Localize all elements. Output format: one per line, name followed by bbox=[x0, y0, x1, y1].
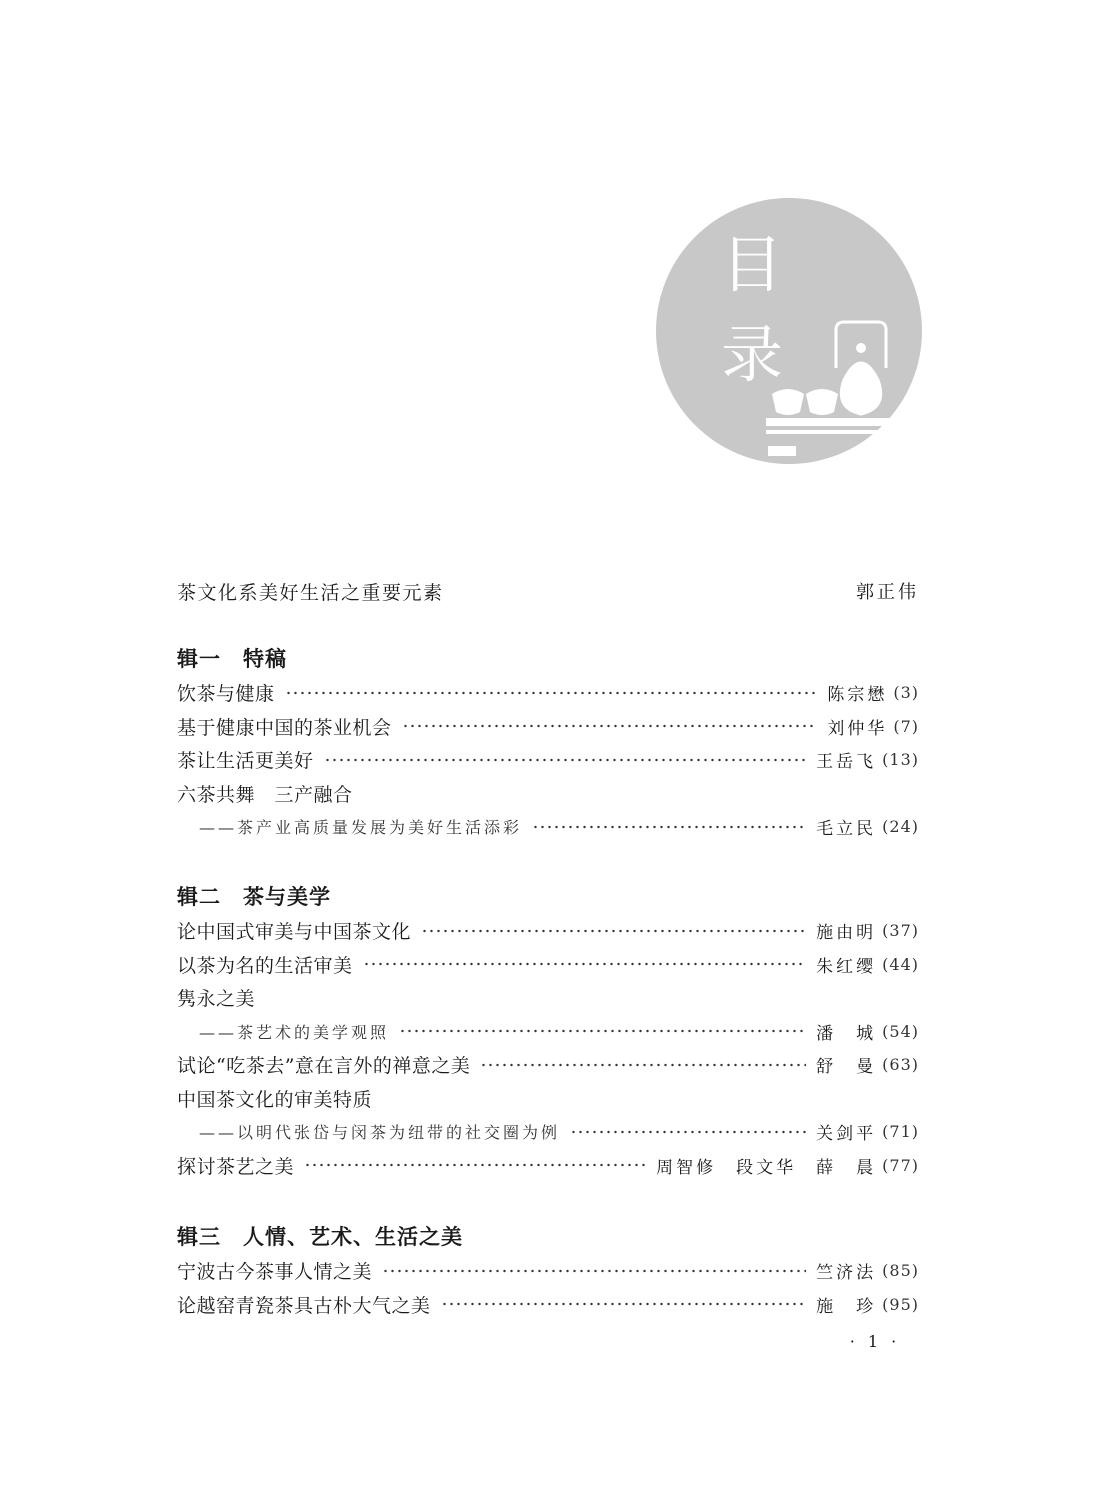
section-heading: 辑一 特稿 bbox=[177, 647, 287, 671]
page-number: · 1 · bbox=[849, 1332, 901, 1351]
toc-entry[interactable] bbox=[177, 710, 919, 744]
toc-emblem bbox=[656, 198, 922, 464]
dot-leader bbox=[324, 753, 807, 767]
dot-leader bbox=[532, 820, 806, 834]
dot-leader bbox=[304, 1158, 646, 1172]
entry-title: 论越窑青瓷茶具古朴大气之美 bbox=[177, 1294, 431, 1317]
dot-leader bbox=[402, 719, 818, 733]
entry-page: (13) bbox=[882, 750, 919, 770]
entry-page: (7) bbox=[893, 716, 919, 736]
preface-title: 茶文化系美好生活之重要元素 bbox=[177, 582, 444, 604]
entry-author: 关剑平 bbox=[816, 1124, 877, 1145]
entry-author: 竺济法 bbox=[816, 1263, 877, 1284]
toc-entry[interactable] bbox=[177, 743, 919, 777]
dot-leader bbox=[441, 1297, 807, 1311]
toc-section bbox=[177, 642, 919, 844]
entry-page: (37) bbox=[882, 921, 919, 941]
entry-title: 试论“吃茶去”意在言外的禅意之美 bbox=[177, 1055, 471, 1078]
entry-page: (3) bbox=[893, 683, 919, 703]
toc-entry[interactable] bbox=[177, 676, 919, 710]
entry-page: (71) bbox=[882, 1122, 919, 1142]
entry-title: 六茶共舞 三产融合 bbox=[177, 783, 353, 806]
toc-entry-subtitle[interactable] bbox=[177, 1015, 919, 1049]
entry-title: 宁波古今茶事人情之美 bbox=[177, 1261, 373, 1284]
dot-leader bbox=[480, 1058, 806, 1072]
entry-author: 施由明 bbox=[816, 923, 877, 944]
entry-author: 周智修 段文华 薛 晨 bbox=[656, 1157, 877, 1178]
toc-entry bbox=[177, 777, 919, 811]
entry-page: (63) bbox=[882, 1055, 919, 1075]
entry-page: (85) bbox=[882, 1261, 919, 1281]
entry-author: 刘仲华 bbox=[827, 718, 888, 739]
entry-author: 陈宗懋 bbox=[827, 685, 888, 706]
entry-title: 论中国式审美与中国茶文化 bbox=[177, 921, 412, 944]
toc-section bbox=[177, 880, 919, 1182]
entry-page: (95) bbox=[882, 1294, 919, 1314]
dot-leader bbox=[382, 1264, 806, 1278]
entry-title: 隽永之美 bbox=[177, 988, 256, 1011]
entry-title: 茶让生活更美好 bbox=[177, 750, 314, 773]
entry-title: 基于健康中国的茶业机会 bbox=[177, 716, 392, 739]
entry-title: 探讨茶艺之美 bbox=[177, 1155, 295, 1178]
entry-title: 中国茶文化的审美特质 bbox=[177, 1088, 373, 1111]
dot-leader bbox=[399, 1024, 806, 1038]
toc-entry[interactable] bbox=[177, 1288, 919, 1322]
emblem-char-mu: 目 bbox=[721, 228, 784, 301]
entry-author: 施 珍 bbox=[816, 1296, 877, 1317]
preface-author: 郭正伟 bbox=[856, 582, 919, 603]
entry-title: 饮茶与健康 bbox=[177, 683, 275, 706]
toc-entry[interactable] bbox=[177, 948, 919, 982]
entry-page: (77) bbox=[882, 1155, 919, 1175]
section-heading: 辑二 茶与美学 bbox=[177, 885, 331, 909]
entry-author: 毛立民 bbox=[816, 819, 877, 840]
entry-title: ——茶产业高质量发展为美好生活添彩 bbox=[199, 818, 523, 838]
toc-entry-subtitle[interactable] bbox=[177, 1115, 919, 1149]
dot-leader bbox=[570, 1125, 806, 1139]
emblem-char-lu: 录 bbox=[721, 318, 784, 391]
entry-title: ——茶艺术的美学观照 bbox=[199, 1022, 390, 1042]
section-heading: 辑三 人情、艺术、生活之美 bbox=[177, 1225, 463, 1249]
toc-entry bbox=[177, 1082, 919, 1116]
entry-author: 舒 曼 bbox=[816, 1057, 877, 1078]
entry-page: (24) bbox=[882, 817, 919, 837]
entry-page: (54) bbox=[882, 1021, 919, 1041]
entry-page: (44) bbox=[882, 954, 919, 974]
entry-author: 朱红缨 bbox=[816, 956, 877, 977]
entry-title: ——以明代张岱与闵茶为纽带的社交圈为例 bbox=[199, 1123, 561, 1143]
entry-author: 王岳飞 bbox=[816, 752, 877, 773]
toc-entry-subtitle[interactable] bbox=[177, 810, 919, 844]
toc-section bbox=[177, 1220, 919, 1321]
dot-leader bbox=[285, 686, 818, 700]
entry-title: 以茶为名的生活审美 bbox=[177, 954, 353, 977]
toc-entry bbox=[177, 981, 919, 1015]
toc-entry[interactable] bbox=[177, 1149, 919, 1183]
entry-author: 潘 城 bbox=[816, 1023, 877, 1044]
dot-leader bbox=[421, 924, 806, 938]
dot-leader bbox=[363, 957, 807, 971]
preface-entry[interactable] bbox=[177, 578, 919, 612]
toc-entry[interactable] bbox=[177, 1254, 919, 1288]
toc-entry[interactable] bbox=[177, 914, 919, 948]
toc-entry[interactable] bbox=[177, 1048, 919, 1082]
